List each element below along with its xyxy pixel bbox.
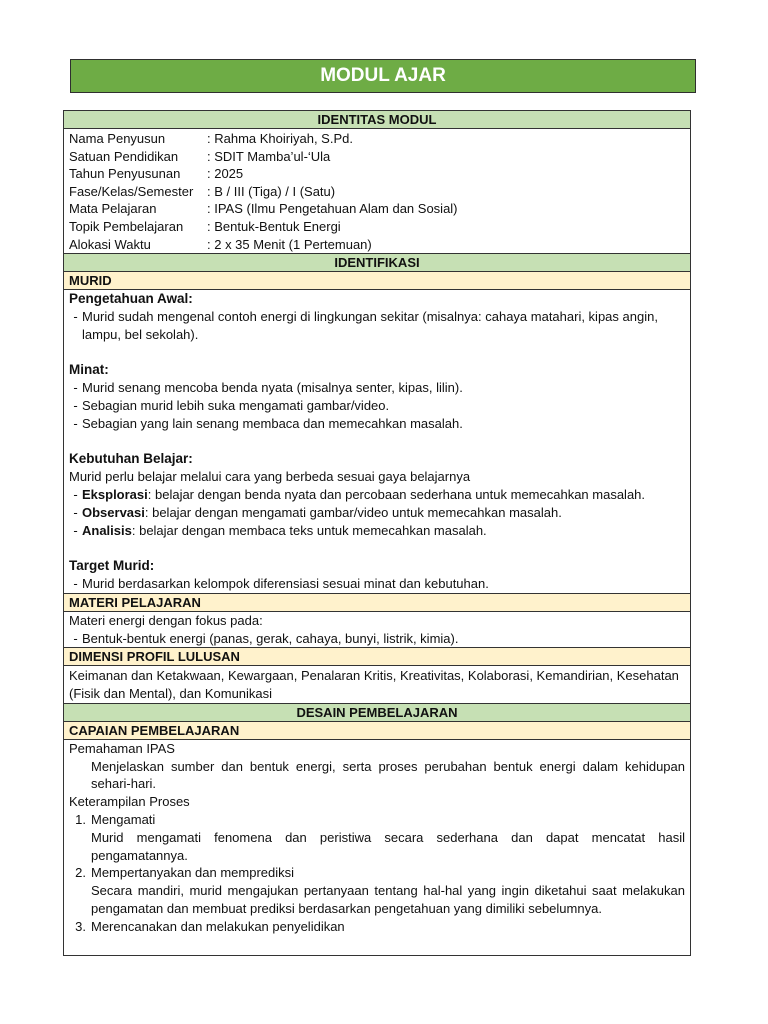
step-title: Mengamati <box>91 812 156 828</box>
list-item <box>69 811 685 829</box>
identitas-row <box>69 218 685 236</box>
list-item <box>69 308 685 344</box>
identitas-header: IDENTITAS MODUL <box>64 111 690 129</box>
step-number: 2. <box>75 865 86 881</box>
identitas-row <box>69 183 685 201</box>
list-item <box>69 630 685 648</box>
list-item <box>69 486 685 504</box>
identitas-label: Tahun Penyusunan <box>69 166 181 182</box>
kebutuhan-desc: : belajar dengan membaca teks untuk memecahkan masalah. <box>131 522 487 538</box>
identitas-table <box>64 129 690 253</box>
bullet-dash: - <box>73 415 78 431</box>
kebutuhan-belajar-title: Kebutuhan Belajar: <box>69 451 193 467</box>
bullet-dash: - <box>73 630 78 646</box>
pemahaman-title: Pemahaman IPAS <box>69 740 175 756</box>
bullet-dash: - <box>73 522 78 538</box>
materi-intro: Materi energi dengan fokus pada: <box>69 612 263 628</box>
step-title: Mempertanyakan dan memprediksi <box>91 865 295 881</box>
identitas-label: Fase/Kelas/Semester <box>69 183 194 199</box>
minat-item: Sebagian yang lain senang membaca dan memecahkan masalah. <box>82 415 463 431</box>
materi-item: Bentuk-bentuk energi (panas, gerak, cahaya, bunyi, listrik, kimia). <box>82 630 459 646</box>
identitas-value: : B / III (Tiga) / I (Satu) <box>207 183 336 199</box>
target-item: Murid berdasarkan kelompok diferensiasi sesuai minat dan kebutuhan. <box>82 575 489 591</box>
step-number: 1. <box>75 812 86 828</box>
identitas-label: Alokasi Waktu <box>69 236 151 252</box>
materi-header: MATERI PELAJARAN <box>64 593 690 612</box>
list-item <box>69 522 685 540</box>
identitas-row <box>69 130 685 148</box>
pengetahuan-item: Murid sudah mengenal contoh energi di lingkungan sekitar (misalnya: cahaya matahari, kipas angin, lampu, bel sekolah). <box>82 308 658 342</box>
bullet-dash: - <box>73 486 78 502</box>
list-item <box>69 864 685 882</box>
identitas-value: : 2025 <box>207 166 244 182</box>
kebutuhan-term: Observasi <box>82 504 145 520</box>
minat-title: Minat: <box>69 362 109 378</box>
minat-item: Sebagian murid lebih suka mengamati gambar/video. <box>82 397 390 413</box>
identitas-value: : 2 x 35 Menit (1 Pertemuan) <box>207 236 372 252</box>
step-desc: Secara mandiri, murid mengajukan pertanyaan tentang hal-hal yang ingin diketahui saat melakukan pengamatan dan membuat prediksi berdasarkan pengetahuan yang dimiliki sebelumnya. <box>91 883 685 917</box>
module-document <box>63 110 691 956</box>
identitas-row <box>69 236 685 254</box>
identitas-value: : IPAS (Ilmu Pengetahuan Alam dan Sosial) <box>207 201 458 217</box>
bullet-dash: - <box>73 308 78 324</box>
kebutuhan-term: Analisis <box>82 522 132 538</box>
list-item <box>69 379 685 397</box>
identitas-row <box>69 165 685 183</box>
capaian-section <box>64 740 690 936</box>
bullet-dash: - <box>73 575 78 591</box>
list-item <box>69 397 685 415</box>
identitas-value: : SDIT Mamba’ul-‘Ula <box>207 148 331 164</box>
kebutuhan-intro: Murid perlu belajar melalui cara yang berbeda sesuai gaya belajarnya <box>69 469 471 485</box>
bullet-dash: - <box>73 380 78 396</box>
murid-header: MURID <box>64 272 690 290</box>
kebutuhan-desc: : belajar dengan benda nyata dan percobaan sederhana untuk memecahkan masalah. <box>147 486 646 502</box>
identifikasi-header: IDENTIFIKASI <box>64 253 690 272</box>
desain-header: DESAIN PEMBELAJARAN <box>64 703 690 722</box>
identitas-row <box>69 200 685 218</box>
identitas-label: Mata Pelajaran <box>69 201 157 217</box>
materi-section <box>64 612 690 648</box>
kebutuhan-desc: : belajar dengan mengamati gambar/video untuk memecahkan masalah. <box>144 504 562 520</box>
bullet-dash: - <box>73 397 78 413</box>
list-item <box>69 918 685 936</box>
identitas-row <box>69 148 685 166</box>
pemahaman-text: Menjelaskan sumber dan bentuk energi, serta proses perubahan bentuk energi dalam kehidupan sehari-hari. <box>91 758 685 792</box>
minat-item: Murid senang mencoba benda nyata (misalnya senter, kipas, lilin). <box>82 380 463 396</box>
list-item <box>69 415 685 433</box>
identitas-label: Topik Pembelajaran <box>69 218 184 234</box>
identitas-label: Satuan Pendidikan <box>69 148 179 164</box>
bullet-dash: - <box>73 504 78 520</box>
dimensi-header: DIMENSI PROFIL LULUSAN <box>64 647 690 666</box>
step-desc: Murid mengamati fenomena dan peristiwa secara sederhana dan dapat mencatat hasil pengamatannya. <box>91 829 685 863</box>
keterampilan-title: Keterampilan Proses <box>69 794 190 810</box>
pengetahuan-awal-title: Pengetahuan Awal: <box>69 291 193 307</box>
list-item <box>69 575 685 593</box>
identitas-label: Nama Penyusun <box>69 131 166 146</box>
identitas-value: : Bentuk-Bentuk Energi <box>207 218 341 234</box>
kebutuhan-term: Eksplorasi <box>82 486 148 502</box>
murid-section <box>64 290 690 593</box>
step-number: 3. <box>75 918 86 934</box>
list-item <box>69 504 685 522</box>
dimensi-text: Keimanan dan Ketakwaan, Kewargaan, Penalaran Kritis, Kreativitas, Kolaborasi, Kemandirian, Kesehatan (Fisik dan Mental), dan Komunikasi <box>69 668 679 702</box>
step-title: Merencanakan dan melakukan penyelidikan <box>91 918 345 934</box>
target-murid-title: Target Murid: <box>69 558 155 574</box>
capaian-header: CAPAIAN PEMBELAJARAN <box>64 722 690 740</box>
identitas-value: : Rahma Khoiriyah, S.Pd. <box>207 131 353 146</box>
dimensi-section <box>64 666 690 703</box>
module-title: MODUL AJAR <box>70 59 696 93</box>
